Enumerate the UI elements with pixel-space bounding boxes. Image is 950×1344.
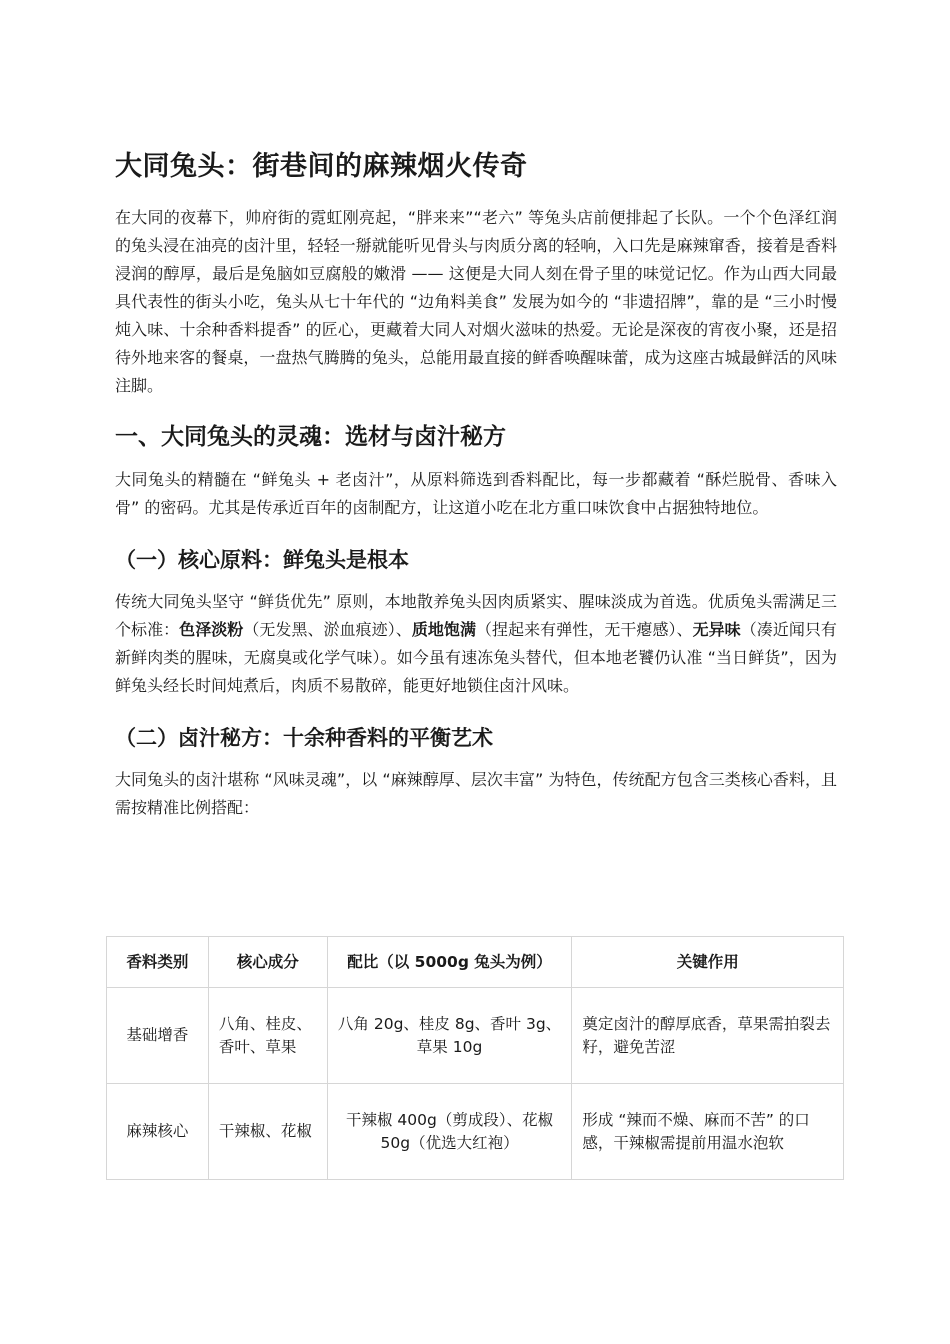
bold-term-color: 色泽淡粉 — [179, 620, 244, 639]
table-header-cell: 关键作用 — [572, 937, 844, 988]
intro-paragraph: 在大同的夜幕下，帅府街的霓虹刚亮起，“胖来来”“老六” 等兔头店前便排起了长队。一个个色泽红润的兔头浸在油亮的卤汁里，轻轻一掰就能听见骨头与肉质分离的轻响，入口先是麻辣窜香，接着是香料浸润的醇厚，最后是兔脑如豆腐般的嫩滑 —— 这便是大同人刻在骨子里的味觉记忆。作为山西大同最具代表性的街头小吃，兔头从七十年代的 “边角料美食” 发展为如今的 “非遗招牌”，靠的是 “三小时慢炖入味、十余种香料提香” 的匠心，更藏着大同人对烟火滋味的热爱。无论是深夜的宵夜小聚，还是招待外地来客的餐桌，一盘热气腾腾的兔头，总能用最直接的鲜香唤醒味蕾，成为这座古城最鲜活的风味注脚。 — [115, 208, 837, 395]
subsection-1-paragraph — [115, 588, 837, 700]
section-1-paragraph: 大同兔头的精髓在 “鲜兔头 + 老卤汁”，从原料筛选到香料配比，每一步都藏着 “酥烂脱骨、香味入骨” 的密码。尤其是传承近百年的卤制配方，让这道小吃在北方重口味饮食中占据独特地位。 — [115, 470, 837, 517]
table-cell: 八角 20g、桂皮 8g、香叶 3g、草果 10g — [327, 988, 572, 1084]
table-cell: 麻辣核心 — [107, 1084, 209, 1180]
table-row — [107, 1084, 844, 1180]
subsection-2-paragraph: 大同兔头的卤汁堪称 “风味灵魂”，以 “麻辣醇厚、层次丰富” 为特色，传统配方包含三类核心香料，且需按精准比例搭配： — [115, 770, 837, 817]
text-segment: （凑近闻只有新鲜肉类的腥味，无腐臭或化学气味）。如今虽有速冻兔头替代，但本地老饕仍认准 “当日鲜货”，因为鲜兔头经长时间炖煮后，肉质不易散碎，能更好地锁住卤汁风味。 — [115, 620, 837, 695]
document-title: 大同兔头：街巷间的麻辣烟火传奇 — [115, 151, 528, 182]
spice-table — [106, 936, 844, 1180]
text-segment: 传统大同兔头坚守 “鲜货优先” 原则，本地散养兔头因肉质紧实、腥味淡成为首选。优质兔头需满足三个标准： — [115, 592, 837, 639]
table-cell: 八角、桂皮、香叶、草果 — [208, 988, 327, 1084]
subsection-2-heading: （二）卤汁秘方：十余种香料的平衡艺术 — [115, 726, 493, 750]
table-header-row — [107, 937, 844, 988]
table-header-cell: 香料类别 — [107, 937, 209, 988]
section-1-heading: 一、大同兔头的灵魂：选材与卤汁秘方 — [115, 424, 506, 450]
table-cell: 形成 “辣而不燥、麻而不苦” 的口感，干辣椒需提前用温水泡软 — [572, 1084, 844, 1180]
bold-term-odor: 无异味 — [692, 620, 741, 639]
text-segment: （捏起来有弹性，无干瘪感）、 — [475, 620, 693, 639]
table-cell: 干辣椒 400g（剪成段）、花椒 50g（优选大红袍） — [327, 1084, 572, 1180]
table-header-cell: 核心成分 — [208, 937, 327, 988]
bold-term-texture: 质地饱满 — [411, 620, 476, 639]
subsection-1-heading: （一）核心原料：鲜兔头是根本 — [115, 548, 409, 572]
text-segment: （无发黑、淤血痕迹）、 — [243, 620, 412, 639]
table-row — [107, 988, 844, 1084]
table-header-cell: 配比（以 5000g 兔头为例） — [327, 937, 572, 988]
document-body — [115, 150, 837, 822]
table-cell: 干辣椒、花椒 — [208, 1084, 327, 1180]
table-cell: 奠定卤汁的醇厚底香，草果需拍裂去籽，避免苦涩 — [572, 988, 844, 1084]
spice-table-container — [106, 936, 844, 1180]
table-cell: 基础增香 — [107, 988, 209, 1084]
